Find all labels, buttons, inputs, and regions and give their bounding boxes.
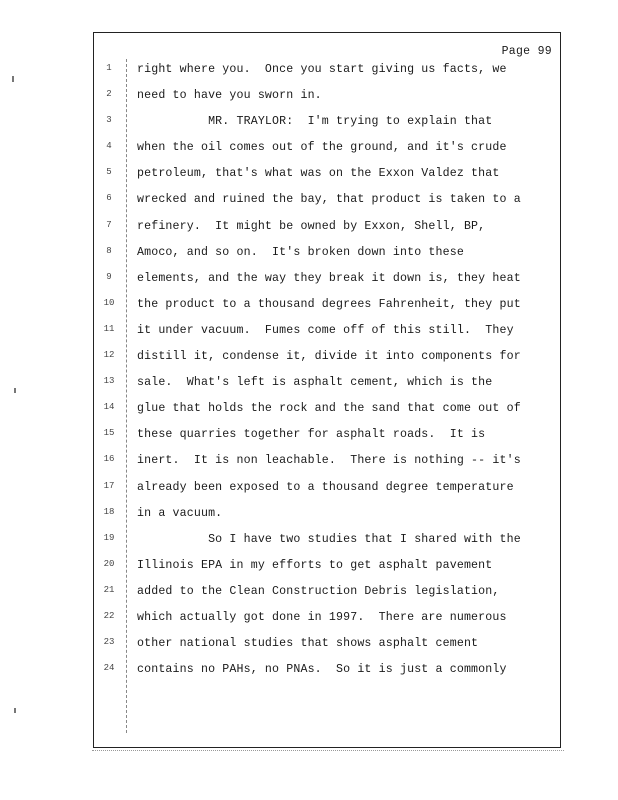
line-number: 12 bbox=[103, 350, 115, 361]
line-number: 6 bbox=[106, 193, 112, 204]
line-text: So I have two studies that I shared with the bbox=[137, 532, 521, 546]
scan-speck bbox=[14, 388, 16, 393]
line-text: other national studies that shows asphalt cement bbox=[137, 637, 479, 651]
line-text: inert. It is non leachable. There is nothing -- it's bbox=[137, 454, 521, 468]
line-text: glue that holds the rock and the sand that come out of bbox=[137, 402, 521, 416]
line-number: 21 bbox=[103, 584, 115, 595]
line-number: 24 bbox=[103, 663, 115, 674]
line-number: 22 bbox=[103, 610, 115, 621]
line-number: 13 bbox=[103, 376, 115, 387]
line-text: distill it, condense it, divide it into components for bbox=[137, 350, 521, 364]
line-text: in a vacuum. bbox=[137, 506, 223, 520]
line-text: contains no PAHs, no PNAs. So it is just a commonly bbox=[137, 663, 507, 677]
transcript-line bbox=[94, 611, 560, 637]
scan-bottom-edge bbox=[92, 750, 564, 753]
transcript-line bbox=[94, 376, 560, 402]
transcript-lines bbox=[94, 63, 560, 689]
line-text: elements, and the way they break it down is, they heat bbox=[137, 271, 521, 285]
line-text: MR. TRAYLOR: I'm trying to explain that bbox=[137, 115, 493, 129]
transcript-line bbox=[94, 115, 560, 141]
line-number: 3 bbox=[106, 115, 112, 126]
transcript-line bbox=[94, 298, 560, 324]
line-text: sale. What's left is asphalt cement, which is the bbox=[137, 376, 493, 390]
transcript-line bbox=[94, 507, 560, 533]
transcript-line bbox=[94, 350, 560, 376]
line-text: right where you. Once you start giving us facts, we bbox=[137, 63, 507, 76]
line-text: already been exposed to a thousand degree temperature bbox=[137, 480, 514, 494]
line-text: when the oil comes out of the ground, and it's crude bbox=[137, 141, 507, 155]
transcript-line bbox=[94, 167, 560, 193]
line-number: 23 bbox=[103, 637, 115, 648]
transcript-line bbox=[94, 220, 560, 246]
transcript-line bbox=[94, 585, 560, 611]
line-number: 19 bbox=[103, 532, 115, 543]
transcript-line bbox=[94, 89, 560, 115]
line-number: 14 bbox=[103, 402, 115, 413]
transcript-line bbox=[94, 402, 560, 428]
transcript-line bbox=[94, 324, 560, 350]
line-number: 7 bbox=[106, 219, 112, 230]
line-text: the product to a thousand degrees Fahrenheit, they put bbox=[137, 297, 521, 311]
line-number: 18 bbox=[103, 506, 115, 517]
line-text: wrecked and ruined the bay, that product is taken to a bbox=[137, 193, 521, 207]
line-number: 11 bbox=[103, 323, 115, 334]
transcript-line bbox=[94, 481, 560, 507]
line-number: 10 bbox=[103, 297, 115, 308]
line-number: 8 bbox=[106, 245, 112, 256]
line-text: need to have you sworn in. bbox=[137, 89, 322, 103]
line-text: Amoco, and so on. It's broken down into these bbox=[137, 245, 464, 259]
transcript-line bbox=[94, 63, 560, 89]
transcript-line bbox=[94, 272, 560, 298]
line-number: 15 bbox=[103, 428, 115, 439]
transcript-page bbox=[93, 32, 561, 748]
line-text: added to the Clean Construction Debris legislation, bbox=[137, 584, 500, 598]
line-number: 5 bbox=[106, 167, 112, 178]
line-text: petroleum, that's what was on the Exxon Valdez that bbox=[137, 167, 500, 181]
transcript-line bbox=[94, 246, 560, 272]
line-number: 9 bbox=[106, 271, 112, 282]
line-text: Illinois EPA in my efforts to get asphalt pavement bbox=[137, 558, 493, 572]
line-text: refinery. It might be owned by Exxon, Shell, BP, bbox=[137, 219, 486, 233]
transcript-line bbox=[94, 193, 560, 219]
line-number: 1 bbox=[106, 63, 112, 73]
scan-speck bbox=[12, 76, 14, 82]
transcript-line bbox=[94, 559, 560, 585]
transcript-line bbox=[94, 141, 560, 167]
scan-speck bbox=[14, 708, 16, 713]
line-text: these quarries together for asphalt roads. It is bbox=[137, 428, 486, 442]
transcript-line bbox=[94, 533, 560, 559]
line-number: 20 bbox=[103, 558, 115, 569]
transcript-line bbox=[94, 428, 560, 454]
line-number: 17 bbox=[103, 480, 115, 491]
line-number: 4 bbox=[106, 141, 112, 152]
line-text: it under vacuum. Fumes come off of this still. They bbox=[137, 323, 514, 337]
transcript-line bbox=[94, 454, 560, 480]
transcript-line bbox=[94, 637, 560, 663]
transcript-line bbox=[94, 663, 560, 689]
line-text: which actually got done in 1997. There are numerous bbox=[137, 610, 507, 624]
page-number: Page 99 bbox=[501, 45, 552, 58]
line-number: 2 bbox=[106, 89, 112, 100]
line-number: 16 bbox=[103, 454, 115, 465]
